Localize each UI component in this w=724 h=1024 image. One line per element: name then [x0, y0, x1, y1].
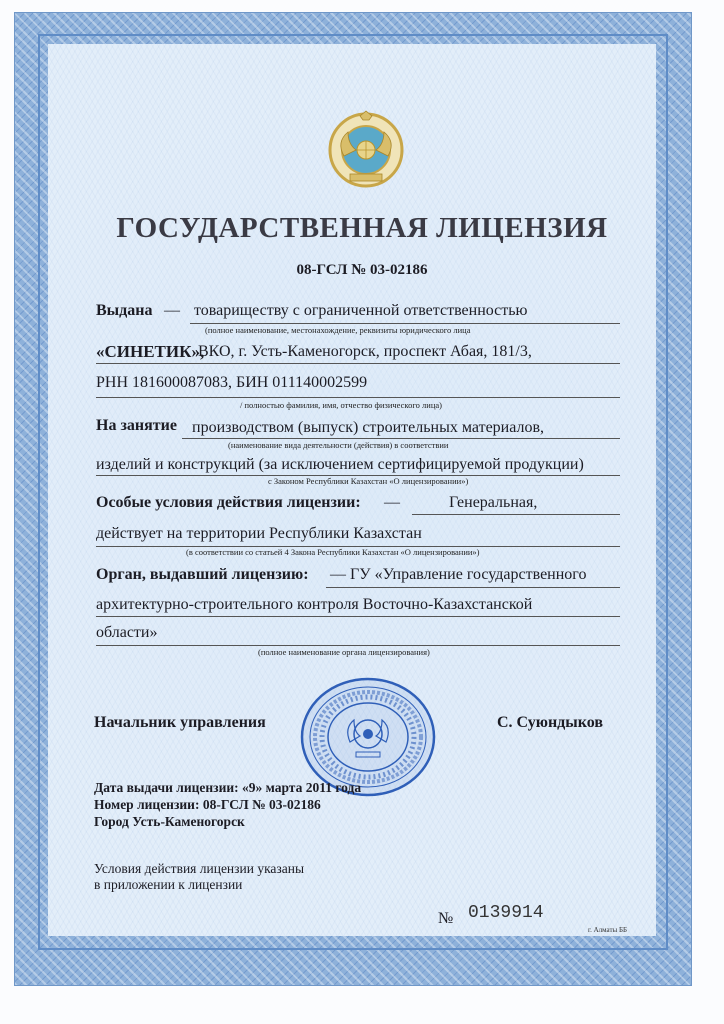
issued-line-3: РНН 181600087083, БИН 011140002599	[96, 374, 368, 391]
underline	[412, 514, 620, 515]
activity-caption-1: (наименование вида деятельности (действия) в соответствии	[228, 440, 449, 450]
signatory-name: С. Суюндыков	[497, 714, 603, 731]
activity-label: На занятие	[96, 417, 177, 434]
authority-line-1: — ГУ «Управление государственного	[330, 566, 587, 583]
underline	[190, 323, 620, 324]
issue-city: Город Усть-Каменогорск	[94, 814, 245, 829]
issued-line-2: ВКО, г. Усть-Каменогорск, проспект Абая, 181/3,	[198, 343, 532, 360]
note-line-1: Условия действия лицензии указаны	[94, 861, 305, 876]
authority-caption: (полное наименование органа лицензирования)	[258, 647, 430, 657]
printer-mark: г. Алматы ББ	[588, 926, 627, 934]
underline	[182, 438, 620, 439]
blank-number: 0139914	[468, 903, 544, 923]
issued-label: Выдана	[96, 302, 153, 319]
document-title: ГОСУДАРСТВЕННАЯ ЛИЦЕНЗИЯ	[116, 212, 608, 244]
activity-caption-2: с Законом Республики Казахстан «О лицензировании»)	[268, 476, 469, 486]
activity-line-2: изделий и конструкций (за исключением сертифицируемой продукции)	[96, 456, 584, 473]
note-line-2: в приложении к лицензии	[94, 877, 243, 892]
activity-line-1: производством (выпуск) строительных материалов,	[192, 419, 545, 436]
authority-label: Орган, выдавший лицензию:	[96, 566, 309, 583]
underline	[96, 363, 620, 364]
conditions-caption: (в соответствии со статьей 4 Закона Республики Казахстан «О лицензировании»)	[186, 547, 480, 557]
issued-caption-2: / полностью фамилия, имя, отчество физического лица)	[240, 400, 442, 410]
issue-number: Номер лицензии: 08-ГСЛ № 03-02186	[94, 797, 321, 812]
issued-dash: —	[164, 302, 180, 319]
company-name: «СИНЕТИК»,	[96, 342, 205, 361]
issue-date: Дата выдачи лицензии: «9» марта 2011 года	[94, 780, 362, 795]
issued-line-1: товариществу с ограниченной ответственностью	[194, 302, 528, 319]
blank-number-sign: №	[438, 910, 454, 927]
issued-caption-1: (полное наименование, местонахождение, реквизиты юридического лица	[205, 325, 471, 335]
underline	[96, 397, 620, 398]
conditions-dash: —	[384, 494, 400, 511]
conditions-line-2: действует на территории Республики Казахстан	[96, 525, 422, 542]
state-emblem-icon	[326, 110, 406, 190]
underline	[96, 616, 620, 617]
signatory-position: Начальник управления	[94, 714, 266, 731]
authority-line-3: области»	[96, 624, 158, 641]
underline	[96, 645, 620, 646]
conditions-label: Особые условия действия лицензии:	[96, 494, 361, 511]
underline	[326, 587, 620, 588]
conditions-value: Генеральная,	[449, 494, 538, 511]
license-number: 08-ГСЛ № 03-02186	[296, 262, 428, 278]
authority-line-2: архитектурно-строительного контроля Восточно-Казахстанской	[96, 596, 533, 613]
